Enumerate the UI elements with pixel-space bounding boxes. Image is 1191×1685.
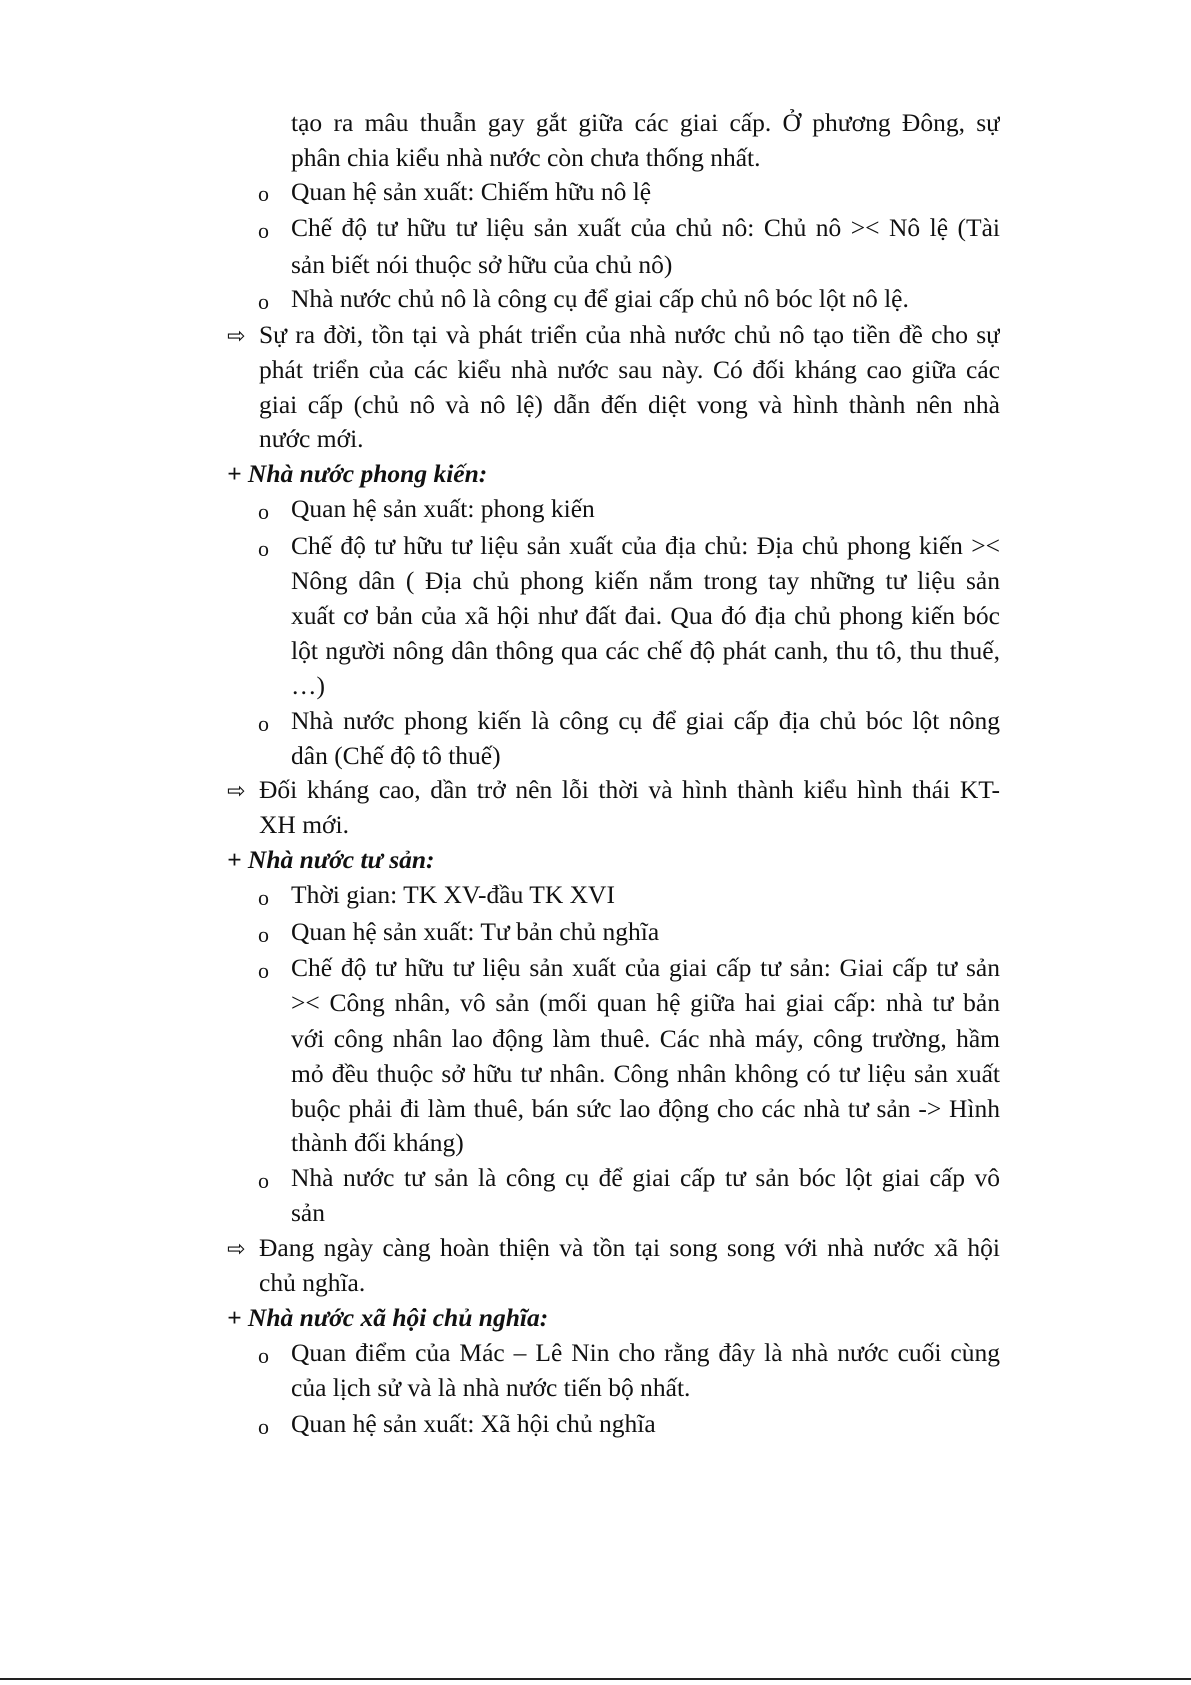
text-line: Chế độ tư hữu tư liệu sản xuất của giai cấp tư sản: Giai cấp tư sản — [291, 953, 1000, 982]
text-line: Chế độ tư hữu tư liệu sản xuất của địa chủ: Địa chủ phong kiến >< — [291, 531, 1000, 560]
text-line: Quan hệ sản xuất: Xã hội chủ nghĩa — [291, 1409, 656, 1438]
text-line: Quan hệ sản xuất: phong kiến — [291, 494, 595, 523]
text-line: >< Công nhân, vô sản (mối quan hệ giữa hai giai cấp: nhà tư bản — [291, 988, 1000, 1017]
section-heading: + Nhà nước xã hội chủ nghĩa: — [227, 1303, 549, 1332]
text-line: phát triển của các kiểu nhà nước sau này. Có đối kháng cao giữa các — [259, 355, 1000, 384]
text-line: sản — [291, 1198, 325, 1227]
text-line: của lịch sử và là nhà nước tiến bộ nhất. — [291, 1373, 691, 1402]
text-line: xuất cơ bản của xã hội như đất đai. Qua đó địa chủ phong kiến bóc — [291, 601, 1000, 630]
text-line: mỏ đều thuộc sở hữu tư nhân. Công nhân không có tư liệu sản xuất — [291, 1059, 1000, 1088]
text-line: Nông dân ( Địa chủ phong kiến nắm trong tay những tư liệu sản — [291, 566, 1000, 595]
text-line: Quan hệ sản xuất: Tư bản chủ nghĩa — [291, 917, 660, 946]
text-line: với công nhân lao động làm thuê. Các nhà máy, công trường, hầm — [291, 1024, 1000, 1053]
circle-bullet-icon: o — [258, 1414, 269, 1439]
circle-bullet-icon: o — [258, 922, 269, 947]
circle-bullet-icon: o — [258, 711, 269, 736]
text-line: thành đối kháng) — [291, 1128, 464, 1157]
circle-bullet-icon: o — [258, 289, 269, 314]
text-line: …) — [291, 671, 325, 700]
arrow-right-icon: ⇨ — [227, 1237, 246, 1262]
text-line: Đối kháng cao, dần trở nên lỗi thời và hình thành kiểu hình thái KT- — [259, 775, 1000, 804]
circle-bullet-icon: o — [258, 499, 269, 524]
section-heading: + Nhà nước tư sản: — [227, 845, 435, 874]
text-line: Nhà nước phong kiến là công cụ để giai cấp địa chủ bóc lột nông — [291, 706, 1000, 735]
arrow-right-icon: ⇨ — [227, 779, 246, 804]
text-line: lột người nông dân thông qua các chế độ phát canh, thu tô, thu thuế, — [291, 636, 1000, 665]
text-line: Chế độ tư hữu tư liệu sản xuất của chủ nô: Chủ nô >< Nô lệ (Tài — [291, 213, 1000, 242]
text-line: tạo ra mâu thuẫn gay gắt giữa các giai cấp. Ở phương Đông, sự — [291, 108, 1000, 137]
circle-bullet-icon: o — [258, 885, 269, 910]
text-line: phân chia kiểu nhà nước còn chưa thống nhất. — [291, 143, 761, 172]
text-line: dân (Chế độ tô thuế) — [291, 741, 501, 770]
text-line: buộc phải đi làm thuê, bán sức lao động cho các nhà tư sản -> Hình — [291, 1094, 1000, 1123]
text-line: Nhà nước tư sản là công cụ để giai cấp tư sản bóc lột giai cấp vô — [291, 1163, 1000, 1192]
circle-bullet-icon: o — [258, 218, 269, 243]
text-line: Sự ra đời, tồn tại và phát triển của nhà nước chủ nô tạo tiền đề cho sự — [259, 320, 1000, 349]
text-line: nước mới. — [259, 424, 364, 453]
text-line: sản biết nói thuộc sở hữu của chủ nô) — [291, 250, 673, 279]
text-line: Thời gian: TK XV-đầu TK XVI — [291, 880, 615, 909]
section-heading: + Nhà nước phong kiến: — [227, 459, 488, 488]
circle-bullet-icon: o — [258, 181, 269, 206]
text-line: Quan điểm của Mác – Lê Nin cho rằng đây là nhà nước cuối cùng — [291, 1338, 1000, 1367]
circle-bullet-icon: o — [258, 1343, 269, 1368]
circle-bullet-icon: o — [258, 958, 269, 983]
text-line: chủ nghĩa. — [259, 1268, 366, 1297]
page-bottom-rule — [0, 1678, 1191, 1680]
text-line: Nhà nước chủ nô là công cụ để giai cấp chủ nô bóc lột nô lệ. — [291, 284, 909, 313]
text-line: giai cấp (chủ nô và nô lệ) dẫn đến diệt vong và hình thành nên nhà — [259, 390, 1000, 419]
text-line: Đang ngày càng hoàn thiện và tồn tại song song với nhà nước xã hội — [259, 1233, 1000, 1262]
circle-bullet-icon: o — [258, 536, 269, 561]
circle-bullet-icon: o — [258, 1168, 269, 1193]
arrow-right-icon: ⇨ — [227, 324, 246, 349]
text-line: XH mới. — [259, 810, 349, 839]
text-line: Quan hệ sản xuất: Chiếm hữu nô lệ — [291, 177, 652, 206]
